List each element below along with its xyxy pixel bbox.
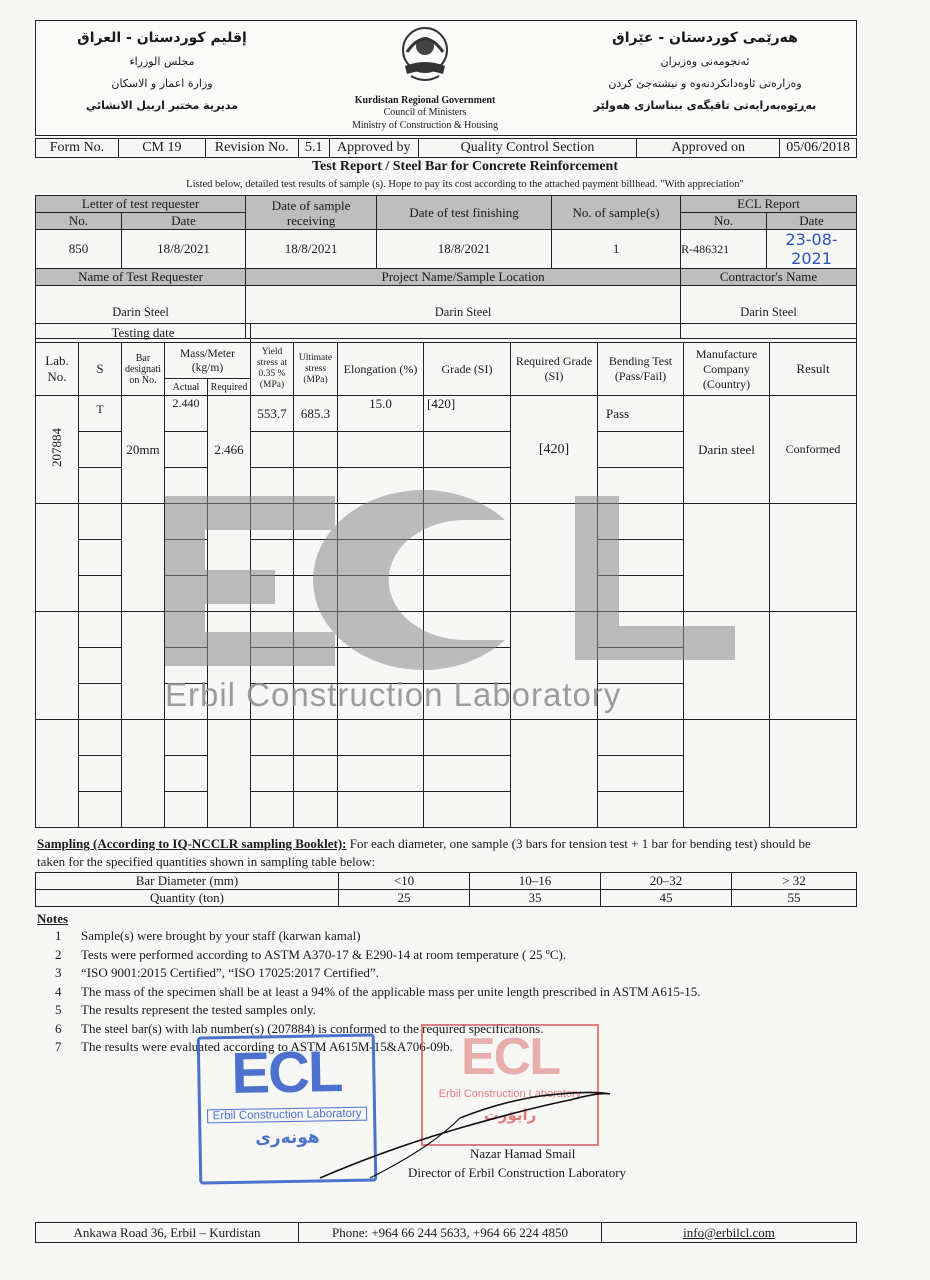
red-stamp-logo: ECL	[461, 1028, 559, 1086]
kurdish-council: ئەنجومەنی وەزیران	[660, 55, 750, 68]
ecl-date-label: Date	[767, 213, 857, 230]
note-number: 6	[55, 1020, 62, 1036]
request-table	[35, 195, 857, 339]
watermark-text: Erbil Construction Laboratory	[165, 676, 622, 713]
col-bar-designation: Bar designati on No.	[122, 343, 165, 396]
ecl-report-label: ECL Report	[681, 196, 857, 213]
letter-no-label: No.	[36, 213, 122, 230]
krg-emblem-icon	[397, 22, 453, 88]
bending-test: Pass	[598, 396, 684, 432]
quantity-4: 55	[732, 890, 857, 907]
approved-by: Quality Control Section	[418, 139, 637, 158]
form-no-label: Form No.	[36, 139, 119, 158]
note-item	[37, 1001, 837, 1020]
finishing-label: Date of test finishing	[377, 196, 552, 230]
blue-stamp-name: Erbil Construction Laboratory	[207, 1107, 367, 1124]
diameter-3: 20–32	[601, 873, 732, 890]
grade: [420]	[424, 396, 511, 432]
col-result: Result	[770, 343, 857, 396]
col-grade: Grade (SI)	[424, 343, 511, 396]
approved-by-label: Approved by	[329, 139, 418, 158]
report-intro: Listed below, detailed test results of sample (s). Hope to pay its cost according to the attached payment billhead. "With appreciation"	[186, 179, 744, 190]
sampling-paragraph	[37, 835, 837, 871]
note-text: “ISO 9001:2015 Certified”, “ISO 17025:2017 Certified”.	[81, 965, 379, 980]
note-item	[37, 964, 837, 983]
col-yield: Yield stress at 0.35 % (MPa)	[251, 343, 294, 396]
manufacturer: Darin steel	[684, 396, 770, 504]
result: Conformed	[770, 396, 857, 504]
mass-required: 2.466	[208, 396, 251, 504]
results-table	[35, 323, 857, 828]
letter-no: 850	[36, 230, 122, 269]
krg-council: Council of Ministers	[383, 107, 467, 118]
arabic-directorate: مديرية مختبر اربيل الانشائي	[85, 99, 239, 112]
arabic-ministry: وزارة اعمار و الاسكان	[111, 77, 213, 90]
col-elongation: Elongation (%)	[338, 343, 424, 396]
note-number: 2	[55, 946, 62, 962]
requester-name: Darin Steel	[36, 286, 246, 339]
ecl-report-no: R-486321	[681, 230, 767, 269]
contractor-label: Contractor's Name	[681, 269, 857, 286]
approved-on: 05/06/2018	[780, 139, 857, 158]
col-actual: Actual	[165, 379, 208, 396]
note-text: Tests were performed according to ASTM A370-17 & E290-14 at room temperature ( 25 ºC).	[81, 946, 567, 962]
note-item	[37, 983, 837, 1002]
krg-title: Kurdistan Regional Government	[354, 95, 496, 106]
notes-heading: Notes	[37, 911, 69, 926]
col-mass: Mass/Meter (kg/m)	[165, 343, 251, 379]
red-stamp-arabic: راپۆرت	[483, 1106, 537, 1124]
note-item	[37, 946, 837, 965]
col-bending: Bending Test (Pass/Fail)	[598, 343, 684, 396]
ecl-report-date: 23-08-2021	[767, 230, 857, 269]
arabic-region-title: إقليم كوردستان - العراق	[77, 30, 247, 46]
lab-no-cell	[36, 396, 79, 504]
krg-ministry: Ministry of Construction & Housing	[351, 120, 499, 131]
samples-label: No. of sample(s)	[552, 196, 681, 230]
mass-actual: 2.440	[165, 396, 208, 432]
note-item	[37, 927, 837, 946]
quantity-3: 45	[601, 890, 732, 907]
diameter-label: Bar Diameter (mm)	[36, 873, 339, 890]
diameter-2: 10–16	[470, 873, 601, 890]
note-number: 3	[55, 965, 62, 980]
project-name: Darin Steel	[246, 286, 681, 339]
blue-stamp-logo: ECL	[230, 1039, 342, 1106]
footer-email[interactable]: info@erbilcl.com	[602, 1223, 857, 1243]
note-number: 1	[55, 928, 62, 943]
note-number: 5	[55, 1002, 62, 1017]
requester-label: Name of Test Requester	[36, 269, 246, 286]
elongation: 15.0	[338, 396, 424, 432]
quantity-2: 35	[470, 890, 601, 907]
footer-phone: Phone: +964 66 244 5633, +964 66 224 4850	[299, 1223, 602, 1243]
red-stamp-name: Erbil Construction Laboratory	[438, 1088, 582, 1100]
quantity-label: Quantity (ton)	[36, 890, 339, 907]
sampling-text: For each diameter, one sample (3 bars for tension test + 1 bar for bending test) should be taken for the specified quantities shown in sampling table below:	[37, 836, 811, 869]
note-text: The results represent the tested samples only.	[81, 1002, 316, 1017]
sampling-table	[35, 872, 857, 907]
signatory-name: Nazar Hamad Smail	[470, 1146, 576, 1161]
yield-stress: 553.7	[251, 396, 294, 432]
sample-count: 1	[552, 230, 681, 269]
footer-address: Ankawa Road 36, Erbil – Kurdistan	[36, 1223, 299, 1243]
required-grade: [420]	[511, 396, 598, 504]
revision-label: Revision No.	[205, 139, 298, 158]
receiving-label: Date of sample receiving	[246, 196, 377, 230]
note-text: The steel bar(s) with lab number(s) (207884) is conformed to the required specifications.	[81, 1020, 544, 1036]
col-lab-no: Lab. No.	[36, 343, 79, 396]
note-text: Sample(s) were brought by your staff (karwan kamal)	[81, 928, 361, 943]
form-no: CM 19	[118, 139, 205, 158]
signatory-title: Director of Erbil Construction Laboratory	[408, 1165, 627, 1180]
contractor-name: Darin Steel	[681, 286, 857, 339]
s-value: T	[79, 396, 122, 432]
diameter-4: > 32	[732, 873, 857, 890]
finishing-date: 18/8/2021	[377, 230, 552, 269]
diameter-1: <10	[339, 873, 470, 890]
note-number: 7	[55, 1039, 62, 1054]
col-required-grade: Required Grade (SI)	[511, 343, 598, 396]
quantity-1: 25	[339, 890, 470, 907]
kurdish-letterhead	[570, 30, 840, 112]
approved-on-label: Approved on	[637, 139, 780, 158]
testing-date-label: Testing date	[36, 324, 251, 343]
note-number: 4	[55, 983, 62, 999]
revision-no: 5.1	[298, 139, 329, 158]
lab-no: 207884	[49, 428, 64, 467]
bar-designation: 20mm	[122, 396, 165, 504]
col-s: S	[79, 343, 122, 396]
letter-date-label: Date	[122, 213, 246, 230]
letter-date: 18/8/2021	[122, 230, 246, 269]
report-title: Test Report / Steel Bar for Concrete Reinforcement	[312, 159, 618, 174]
footer	[35, 1222, 857, 1243]
krg-block	[330, 22, 520, 132]
col-required: Required	[208, 379, 251, 396]
note-text: The mass of the specimen shall be at least a 94% of the applicable mass per unite length prescribed in ASTM A615-15.	[81, 983, 701, 999]
letter-label: Letter of test requester	[36, 196, 246, 213]
form-info-row	[35, 138, 857, 158]
project-label: Project Name/Sample Location	[246, 269, 681, 286]
arabic-council: مجلس الوزراء	[129, 55, 195, 68]
ultimate-stress: 685.3	[294, 396, 338, 432]
kurdish-ministry: وەزارەتی ئاوەدانکردنەوە و نیشتەجێ کردن	[608, 77, 802, 90]
arabic-letterhead	[62, 30, 262, 112]
receiving-date: 18/8/2021	[246, 230, 377, 269]
col-ultimate: Ultimate stress (MPa)	[294, 343, 338, 396]
blue-stamp-arabic: هونەری	[255, 1127, 320, 1149]
note-text: The results were evaluated according to ASTM A615M-15&A706-09b.	[81, 1039, 453, 1054]
sampling-heading: Sampling (According to IQ-NCCLR sampling Booklet):	[37, 836, 347, 851]
col-manufacture: Manufacture Company (Country)	[684, 343, 770, 396]
kurdish-region-title: هەرێمی کوردستان - عێراق	[612, 30, 798, 46]
kurdish-directorate: بەڕێوەبەرایەتی تاقیگەی بیناسازی هەولێر	[593, 99, 817, 112]
ecl-no-label: No.	[681, 213, 767, 230]
